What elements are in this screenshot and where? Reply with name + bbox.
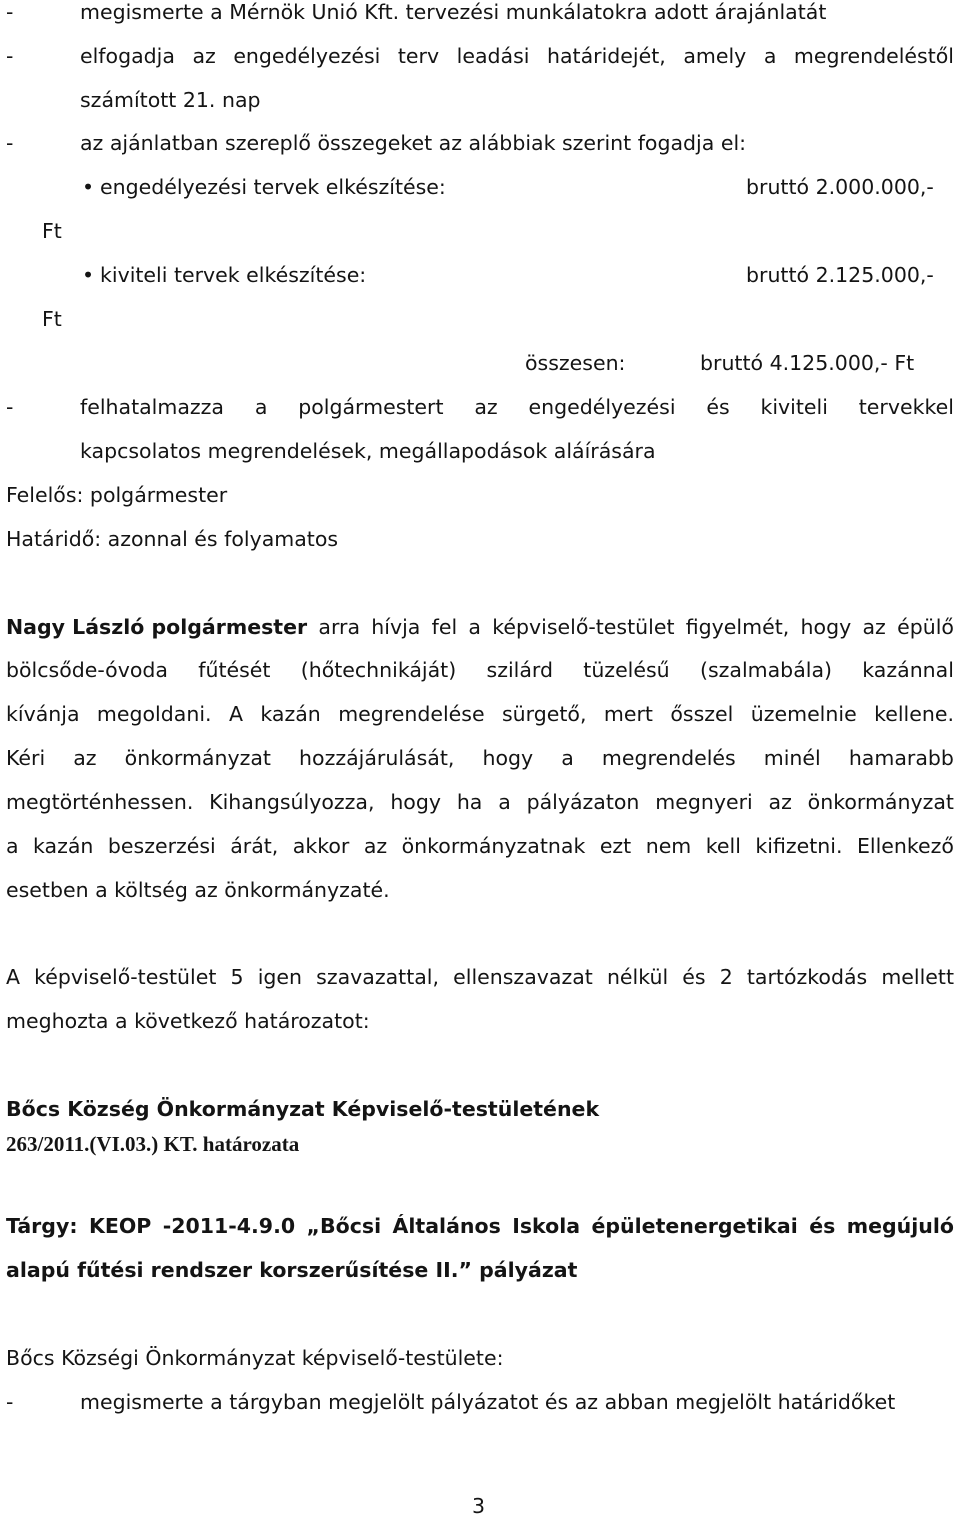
word: fel [431, 615, 458, 639]
page-number: 3 [472, 1494, 486, 1518]
total-value: bruttó 4.125.000,- Ft [700, 351, 915, 375]
word: felhatalmazza [80, 395, 224, 419]
list-dash: - [6, 131, 14, 155]
vote-line-2: meghozta a következő határozatot: [6, 1009, 370, 1033]
word: engedélyezési [528, 395, 676, 419]
word: és [706, 395, 730, 419]
resolution-number: 263/2011.(VI.03.) KT. határozata [6, 1132, 300, 1156]
list-item-2-line1 [80, 46, 954, 67]
word: hívja [371, 615, 421, 639]
word: üzemelnie [750, 702, 857, 726]
bullet-2-currency: Ft [42, 307, 62, 331]
word: a [254, 395, 268, 419]
bullet-1-currency: Ft [42, 219, 62, 243]
word: Kihangsúlyozza, [209, 790, 375, 814]
word: önkormányzatnak [401, 834, 586, 858]
word: árát, [230, 834, 279, 858]
paragraph-line-1 [6, 617, 954, 638]
word: minél [763, 746, 821, 770]
word: elfogadja [80, 44, 175, 68]
word: hogy [390, 790, 441, 814]
word: sürgető, [502, 702, 587, 726]
word: kazán [33, 834, 94, 858]
list-item-1: megismerte a Mérnök Unió Kft. tervezési munkálatokra adott árajánlatát [80, 0, 827, 24]
word: az [768, 790, 792, 814]
word: 2 [719, 965, 733, 989]
word: engedélyezési [233, 44, 381, 68]
paragraph-line-7: esetben a költség az önkormányzaté. [6, 878, 390, 902]
paragraph-line-2 [6, 660, 954, 681]
word: arra [318, 615, 361, 639]
word: kazánnal [862, 658, 954, 682]
word: hozzájárulását, [299, 746, 455, 770]
word: határidejét, [547, 44, 666, 68]
vote-line-1 [6, 967, 954, 988]
speaker-name: Nagy László polgármester [6, 615, 308, 639]
word: az [474, 395, 498, 419]
word: 5 [230, 965, 244, 989]
subject-line-1 [6, 1216, 954, 1237]
word: képviselő-testület [34, 965, 217, 989]
word: épületenergetikai [591, 1214, 798, 1238]
word: szilárd [486, 658, 553, 682]
word: amely [683, 44, 747, 68]
deadline-line: Határidő: azonnal és folyamatos [6, 527, 339, 551]
word: kívánja [6, 702, 80, 726]
word: kellene. [874, 702, 954, 726]
word: nélkül [606, 965, 669, 989]
word: az [73, 746, 97, 770]
word: megoldani. [96, 702, 212, 726]
word: terv [397, 44, 440, 68]
word: Tárgy: [6, 1214, 78, 1238]
word: (hőtechnikáját) [300, 658, 457, 682]
word: kell [705, 834, 741, 858]
word: a [561, 746, 574, 770]
word: Kéri [6, 746, 46, 770]
word: polgármestert [298, 395, 444, 419]
word: figyelmét, [685, 615, 790, 639]
word: az [192, 44, 216, 68]
resolution-body-name: Bőcs Község Önkormányzat Képviselő-testületének [6, 1097, 600, 1121]
list-item-2-line2: számított 21. nap [80, 88, 261, 112]
list-dash: - [6, 0, 14, 24]
word: A [6, 965, 21, 989]
word: mellett [881, 965, 954, 989]
word: és [682, 965, 706, 989]
word: az [862, 615, 886, 639]
paragraph-line-6 [6, 836, 954, 857]
word: épülő [897, 615, 954, 639]
bullet-icon: • [82, 263, 95, 287]
list-dash: - [6, 395, 14, 419]
word: megújuló [846, 1214, 954, 1238]
word: ezt [599, 834, 632, 858]
list-item-4-line2: kapcsolatos megrendelések, megállapodások aláírására [80, 439, 656, 463]
bullet-2-label: kiviteli tervek elkészítése: [100, 263, 367, 287]
word: kifizetni. [755, 834, 843, 858]
word: hogy [482, 746, 534, 770]
word: a [468, 615, 481, 639]
subject-line-2: alapú fűtési rendszer korszerűsítése II.” pályázat [6, 1258, 578, 1282]
word: pályázaton [526, 790, 640, 814]
word: hamarabb [848, 746, 954, 770]
word: bölcsőde-óvoda [6, 658, 168, 682]
word: szavazattal, [316, 965, 440, 989]
word: tervekkel [858, 395, 954, 419]
word: megrendeléstől [793, 44, 954, 68]
word: tüzelésű [583, 658, 670, 682]
word: ha [456, 790, 483, 814]
word: Ellenkező [856, 834, 954, 858]
responsible-line: Felelős: polgármester [6, 483, 228, 507]
word: igen [257, 965, 303, 989]
list-dash: - [6, 44, 14, 68]
paragraph-line-4 [6, 748, 954, 769]
word: beszerzési [107, 834, 216, 858]
word: kiviteli [760, 395, 828, 419]
word: akkor [292, 834, 350, 858]
list-item-3: az ajánlatban szereplő összegeket az alábbiak szerint fogadja el: [80, 131, 747, 155]
word: megtörténhessen. [6, 790, 194, 814]
total-label: összesen: [525, 351, 626, 375]
word: hogy [800, 615, 852, 639]
word: megrendelés [601, 746, 736, 770]
bullet-1-value: bruttó 2.000.000,- [746, 175, 934, 199]
word: a [763, 44, 777, 68]
resolution-item-1: megismerte a tárgyban megjelölt pályázatot és az abban megjelölt határidőket [80, 1390, 896, 1414]
word: leadási [456, 44, 530, 68]
word: ősszel [670, 702, 734, 726]
word: képviselő-testület [492, 615, 675, 639]
bullet-2-value: bruttó 2.125.000,- [746, 263, 934, 287]
word: és [809, 1214, 836, 1238]
word: önkormányzat [124, 746, 271, 770]
paragraph-line-5 [6, 792, 954, 813]
word: megnyeri [655, 790, 753, 814]
word: önkormányzat [807, 790, 954, 814]
word: Általános [392, 1214, 501, 1238]
word: mert [603, 702, 653, 726]
word: KEOP [88, 1214, 152, 1238]
word: „Bőcsi [306, 1214, 382, 1238]
word: a [498, 790, 511, 814]
paragraph-line-3 [6, 704, 954, 725]
word: Iskola [512, 1214, 581, 1238]
word: fűtését [198, 658, 271, 682]
word: -2011-4.9.0 [162, 1214, 296, 1238]
word: az [363, 834, 388, 858]
list-item-4-line1 [80, 397, 954, 418]
word: nem [645, 834, 692, 858]
word: (szalmabála) [699, 658, 833, 682]
word: tartózkodás [746, 965, 868, 989]
list-dash: - [6, 1390, 14, 1414]
council-line: Bőcs Községi Önkormányzat képviselő-testülete: [6, 1346, 504, 1370]
bullet-icon: • [82, 175, 95, 199]
bullet-1-label: engedélyezési tervek elkészítése: [100, 175, 446, 199]
word: megrendelése [338, 702, 485, 726]
word: A [228, 702, 243, 726]
word: ellenszavazat [453, 965, 593, 989]
word: kazán [260, 702, 321, 726]
word: a [6, 834, 19, 858]
